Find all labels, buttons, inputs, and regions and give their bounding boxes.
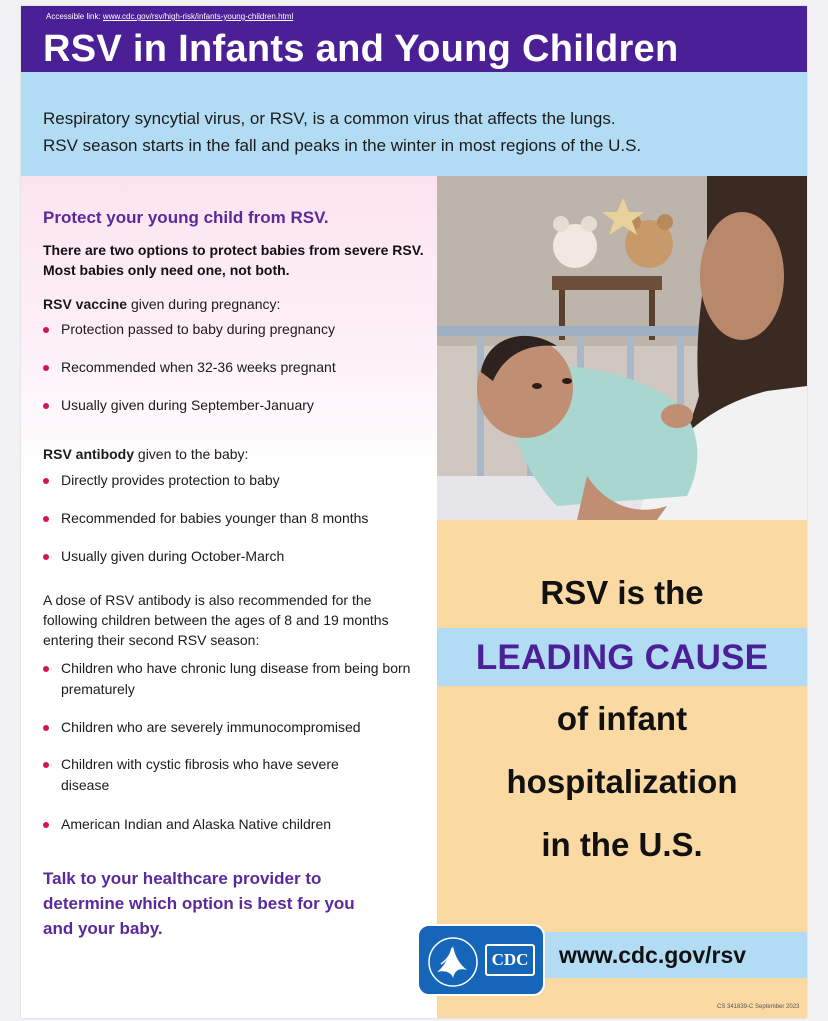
- intro-text: [43, 105, 783, 159]
- list-item-text: Directly provides protection to baby: [61, 472, 280, 488]
- antibody-heading-rest: given to the baby:: [134, 446, 249, 462]
- list-item-text: Recommended when 32-36 weeks pregnant: [61, 359, 336, 375]
- publication-code: CS 341839-C September 2023: [717, 1004, 800, 1010]
- mother-baby-photo: [437, 176, 807, 520]
- leading-cause-band: [437, 628, 807, 686]
- callout-line-1: RSV is the: [540, 574, 704, 611]
- bullet-dot-icon: [43, 666, 49, 672]
- list-item: [43, 814, 423, 835]
- dose-paragraph: A dose of RSV antibody is also recommended for the following children between the ages of 8 and 19 months entering their second RSV season:: [43, 592, 389, 648]
- protect-subheading: Protect your young child from RSV.: [43, 208, 329, 227]
- callout-line-5: in the U.S.: [541, 826, 703, 863]
- list-item: [43, 470, 423, 491]
- cdc-url[interactable]: www.cdc.gov/rsv: [559, 942, 747, 968]
- antibody-heading-bold: RSV antibody: [43, 446, 135, 462]
- list-item-text: American Indian and Alaska Native children: [61, 816, 332, 832]
- list-item: [43, 754, 343, 796]
- bullet-dot-icon: [43, 516, 49, 522]
- bullet-dot-icon: [43, 725, 49, 731]
- provider-cta: Talk to your healthcare provider to determine which option is best for you and your baby.: [43, 869, 355, 938]
- options-lead: There are two options to protect babies from severe RSV. Most babies only need one, not both.: [43, 242, 424, 278]
- list-item: [43, 508, 423, 529]
- accessible-link-line: [46, 12, 293, 21]
- list-item-text: Children who have chronic lung disease from being born prematurely: [61, 660, 411, 697]
- flyer-page: [21, 6, 807, 1018]
- bullet-dot-icon: [43, 762, 49, 768]
- list-item: [43, 357, 423, 378]
- leading-cause-text: LEADING CAUSE: [475, 638, 769, 677]
- list-item: [43, 395, 423, 416]
- vaccine-heading: [43, 296, 280, 312]
- accessible-link[interactable]: www.cdc.gov/rsv/high-risk/infants-young-children.html: [102, 12, 294, 21]
- list-item: [43, 546, 423, 567]
- cdc-logo: [417, 924, 545, 996]
- bullet-dot-icon: [43, 327, 49, 333]
- left-column: [21, 176, 437, 1018]
- vaccine-heading-rest: given during pregnancy:: [127, 296, 281, 312]
- cdc-logo-text: CDC: [485, 944, 535, 976]
- bullet-dot-icon: [43, 822, 49, 828]
- list-item: [43, 658, 423, 700]
- list-item-text: Protection passed to baby during pregnancy: [61, 321, 335, 337]
- page-title: RSV in Infants and Young Children: [43, 28, 679, 70]
- callout-line-4: hospitalization: [506, 763, 738, 800]
- intro-line-2: RSV season starts in the fall and peaks in the winter in most regions of the U.S.: [43, 136, 642, 155]
- list-item-text: Usually given during October-March: [61, 548, 285, 564]
- list-item-text: Children who are severely immunocompromised: [61, 719, 361, 735]
- bullet-dot-icon: [43, 403, 49, 409]
- intro-line-1: Respiratory syncytial virus, or RSV, is a common virus that affects the lungs.: [43, 109, 616, 128]
- intro-banner: [21, 72, 807, 184]
- photo-illustration: [437, 176, 807, 520]
- antibody-heading: [43, 446, 248, 462]
- url-band: [537, 932, 807, 978]
- list-item: [43, 319, 423, 340]
- bullet-dot-icon: [43, 365, 49, 371]
- vaccine-heading-bold: RSV vaccine: [43, 296, 128, 312]
- accessible-link-label: Accessible link:: [46, 12, 101, 21]
- bullet-dot-icon: [43, 478, 49, 484]
- list-item-text: Children with cystic fibrosis who have severe disease: [61, 756, 339, 793]
- list-item-text: Usually given during September-January: [61, 397, 314, 413]
- callout-line-3: of infant: [556, 700, 688, 737]
- bullet-dot-icon: [43, 554, 49, 560]
- header-banner: [21, 6, 807, 72]
- list-item-text: Recommended for babies younger than 8 months: [61, 510, 369, 526]
- list-item: [43, 717, 423, 738]
- callout-panel: [437, 520, 807, 1018]
